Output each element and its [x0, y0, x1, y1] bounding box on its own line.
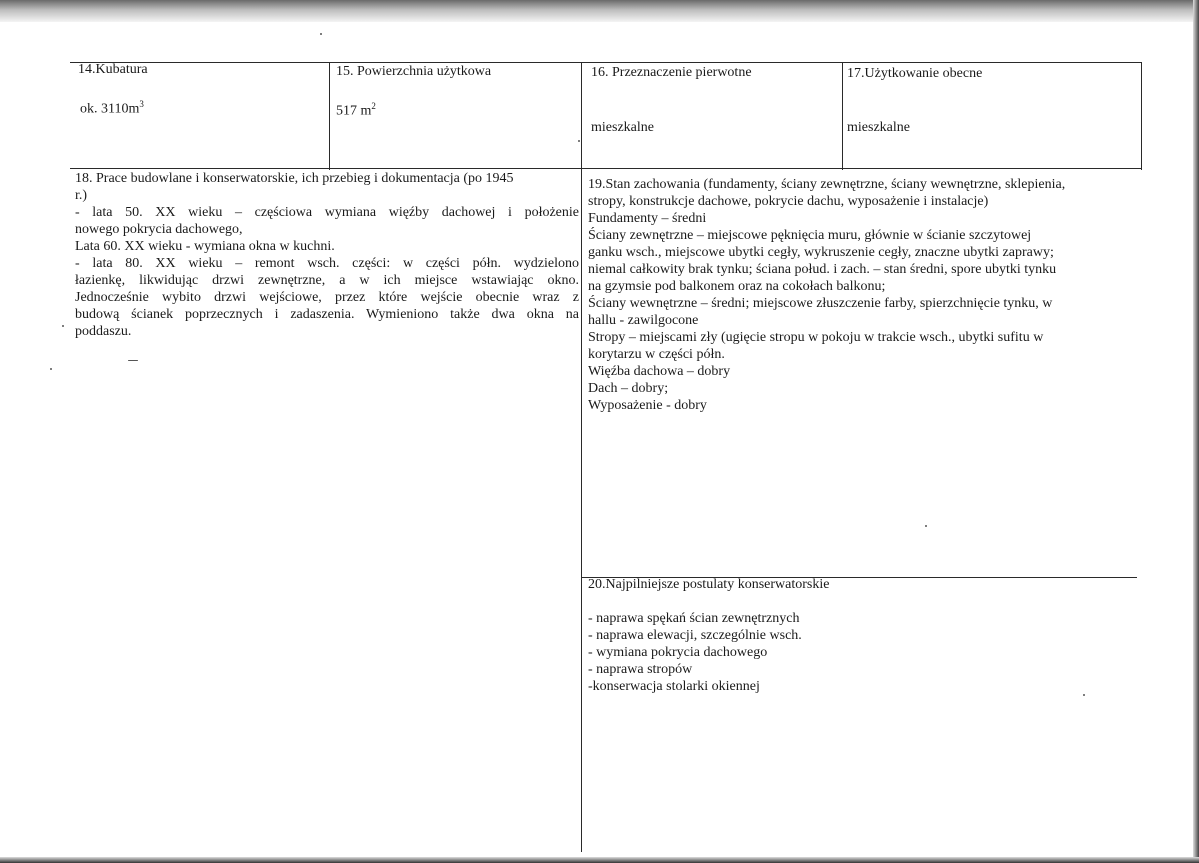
prace-line: Jednocześnie wybito drzwi wejściowe, przez które wejście obecnie wraz z — [75, 290, 579, 305]
stan-line: Ściany zewnętrzne – miejscowe pęknięcia muru, głównie w ścianie szczytowej — [588, 228, 1032, 243]
scan-speck — [128, 360, 138, 361]
row1-bottom-border — [70, 168, 1142, 169]
prace-line: łazienkę, likwidując drzwi zewnętrzne, a w ich miejsce wstawiając okno. — [75, 273, 579, 288]
postulaty-title: 20.Najpilniejsze postulaty konserwatorskie — [588, 577, 830, 592]
postulaty-spacer — [588, 593, 1136, 610]
scan-speck — [578, 140, 580, 142]
prace-line: nowego pokrycia dachowego, — [75, 222, 243, 237]
kubatura-value-text: ok. 3110m — [80, 101, 140, 117]
prace-line: - lata 50. XX wieku – częściowa wymiana więźby dachowej i położenie — [75, 205, 579, 220]
postulat-item: - naprawa elewacji, szczególnie wsch. — [588, 628, 802, 643]
powierzchnia-value — [336, 98, 376, 120]
uzytkowanie-label: 17.Użytkowanie obecne — [847, 66, 983, 81]
przeznaczenie-label: 16. Przeznaczenie pierwotne — [591, 65, 752, 80]
przeznaczenie-value: mieszkalne — [591, 120, 654, 135]
postulat-item: - naprawa stropów — [588, 662, 693, 677]
table-top-border — [70, 62, 1142, 63]
col-divider-1 — [329, 62, 330, 170]
postulat-item: - naprawa spękań ścian zewnętrznych — [588, 611, 800, 626]
powierzchnia-value-sup: 2 — [371, 101, 376, 111]
prace-budowlane-section — [75, 170, 579, 340]
col-divider-3 — [842, 62, 843, 170]
stan-line: Stropy – miejscami zły (ugięcie stropu w pokoju w trakcie wsch., ubytki sufitu w — [588, 330, 1044, 345]
kubatura-value-sup: 3 — [139, 99, 144, 109]
kubatura-value — [80, 96, 144, 118]
stan-line: niemal całkowity brak tynku; ściana połud. i zach. – stan średni, spore ubytki tynku — [588, 262, 1057, 277]
stan-line: Fundamenty – średni — [588, 211, 707, 226]
postulat-item: -konserwacja stolarki okiennej — [588, 679, 760, 694]
stan-line: Dach – dobry; — [588, 381, 669, 396]
prace-line: Lata 60. XX wieku - wymiana okna w kuchni. — [75, 239, 335, 254]
prace-line: budową ścianek poprzecznych i zadaszenia. Wymieniono także dwa okna na — [75, 307, 579, 322]
stan-line: 19.Stan zachowania (fundamenty, ściany zewnętrzne, ściany wewnętrzne, sklepienia, — [588, 177, 1066, 192]
scan-speck — [925, 525, 927, 527]
stan-line: Więźba dachowa – dobry — [588, 364, 731, 379]
stan-line: korytarzu w części półn. — [588, 347, 725, 362]
scan-speck — [62, 325, 64, 327]
stan-line: Wyposażenie - dobry — [588, 398, 707, 413]
stan-zachowania-section — [588, 176, 1136, 414]
prace-line: 18. Prace budowlane i konserwatorskie, ich przebieg i dokumentacja (po 1945 — [75, 171, 514, 186]
postulaty-section — [588, 576, 1136, 695]
scan-bottom-edge — [0, 857, 1199, 863]
prace-line: - lata 80. XX wieku – remont wsch. części: w części półn. wydzielono — [75, 256, 579, 271]
prace-line: r.) — [75, 188, 88, 203]
uzytkowanie-value: mieszkalne — [847, 120, 910, 135]
scan-speck — [1083, 694, 1085, 696]
powierzchnia-label: 15. Powierzchnia użytkowa — [336, 64, 492, 79]
stan-line: stropy, konstrukcje dachowe, pokrycie dachu, wyposażenie i instalacje) — [588, 194, 989, 209]
stan-line: ganku wsch., miejscowe ubytki cegły, wykruszenie cegły, znaczne ubytki zaprawy; — [588, 245, 1054, 260]
scan-right-edge — [1193, 0, 1199, 863]
kubatura-label: 14.Kubatura — [78, 62, 148, 77]
stan-line: Ściany wewnętrzne – średni; miejscowe złuszczenie farby, spierzchnięcie tynku, w — [588, 296, 1053, 311]
scan-speck — [320, 33, 322, 35]
col-divider-center — [581, 62, 582, 852]
table-right-border — [1141, 62, 1142, 170]
postulat-item: - wymiana pokrycia dachowego — [588, 645, 768, 660]
scan-speck — [50, 368, 52, 370]
scan-top-shadow — [0, 0, 1199, 22]
stan-line: hallu - zawilgocone — [588, 313, 699, 328]
stan-line: na gzymsie pod balkonem oraz na cokołach balkonu; — [588, 279, 886, 294]
prace-line: poddaszu. — [75, 324, 132, 339]
powierzchnia-value-text: 517 m — [336, 103, 372, 119]
